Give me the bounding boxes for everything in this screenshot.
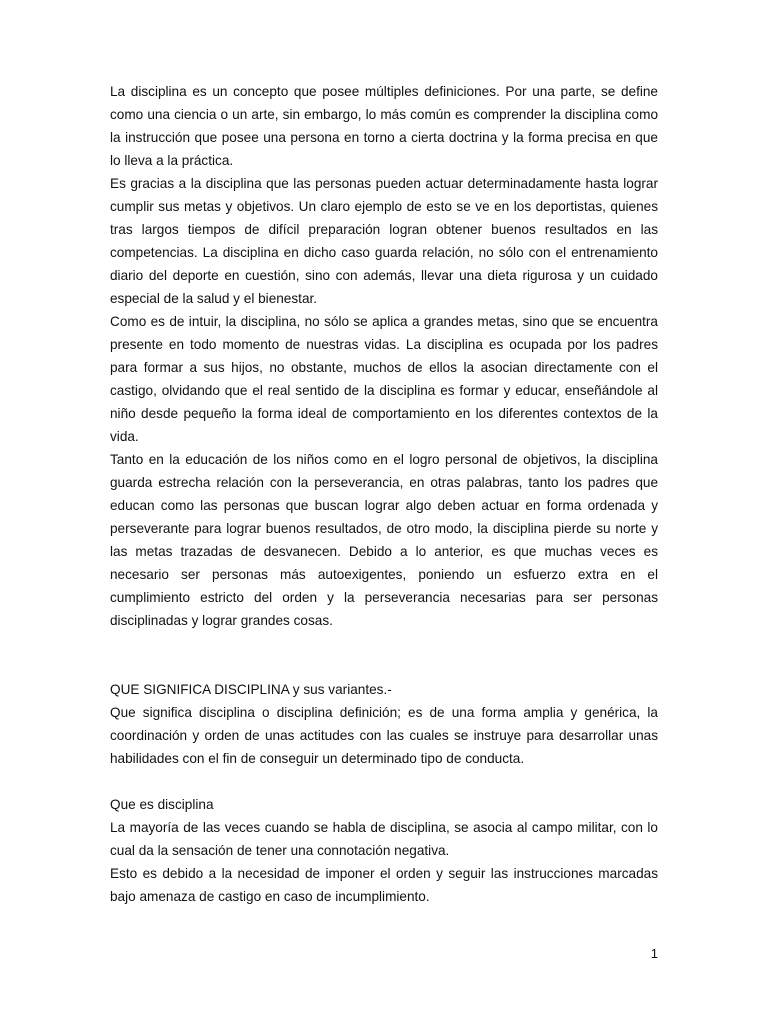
section-spacer <box>110 632 658 678</box>
paragraph-perseverance: Tanto en la educación de los niños como en el logro personal de objetivos, la disciplina guarda estrecha relación con la perseverancia, en otras palabras, tanto los padres que educan como las personas que buscan lograr algo deben actuar en forma ordenada y perseverante para lograr buenos resultados, de otro modo, la disciplina pierde su norte y las metas trazadas de desvanecen. Debido a lo anterior, es que muchas veces es necesario ser personas más autoexigentes, poniendo un esfuerzo extra en el cumplimiento estricto del orden y la perseverancia necesarias para ser personas disciplinadas y lograr grandes cosas. <box>110 452 658 628</box>
paragraph-parents: Como es de intuir, la disciplina, no sólo se aplica a grandes metas, sino que se encuentra presente en todo momento de nuestras vidas. La disciplina es ocupada por los padres para formar a sus hijos, no obstante, muchos de ellos la asocian directamente con el castigo, olvidando que el real sentido de la disciplina es formar y educar, enseñándole al niño desde pequeño la forma ideal de comportamiento en los diferentes contextos de la vida. <box>110 314 658 444</box>
page-number: 1 <box>650 946 658 961</box>
paragraph-athletes: Es gracias a la disciplina que las personas pueden actuar determinadamente hasta lograr cumplir sus metas y objetivos. Un claro ejemplo de esto se ve en los deportistas, quienes tras largos tiempos de difícil preparación logran obtener buenos resultados en las competencias. La disciplina en dicho caso guarda relación, no sólo con el entrenamiento diario del deporte en cuestión, sino con además, llevar una dieta rigurosa y un cuidado especial de la salud y el bienestar. <box>110 176 658 306</box>
section-heading-significado: QUE SIGNIFICA DISCIPLINA y sus variantes.- <box>110 682 392 697</box>
paragraph-definition: La disciplina es un concepto que posee múltiples definiciones. Por una parte, se define como una ciencia o un arte, sin embargo, lo más común es comprender la disciplina como la instrucción que posee una persona en torno a cierta doctrina y la forma precisa en que lo lleva a la práctica. <box>110 84 658 168</box>
paragraph-significado: Que significa disciplina o disciplina definición; es de una forma amplia y genérica, la coordinación y orden de unas actitudes con las cuales se instruye para desarrollar unas habilidades con el fin de conseguir un determinado tipo de conducta. <box>110 705 658 766</box>
paragraph-orden: Esto es debido a la necesidad de imponer el orden y seguir las instrucciones marcadas bajo amenaza de castigo en caso de incumplimiento. <box>110 866 658 904</box>
section-spacer <box>110 770 658 793</box>
document-body <box>110 80 658 908</box>
paragraph-militar: La mayoría de las veces cuando se habla de disciplina, se asocia al campo militar, con lo cual da la sensación de tener una connotación negativa. <box>110 820 658 858</box>
section-heading-que-es: Que es disciplina <box>110 797 214 812</box>
